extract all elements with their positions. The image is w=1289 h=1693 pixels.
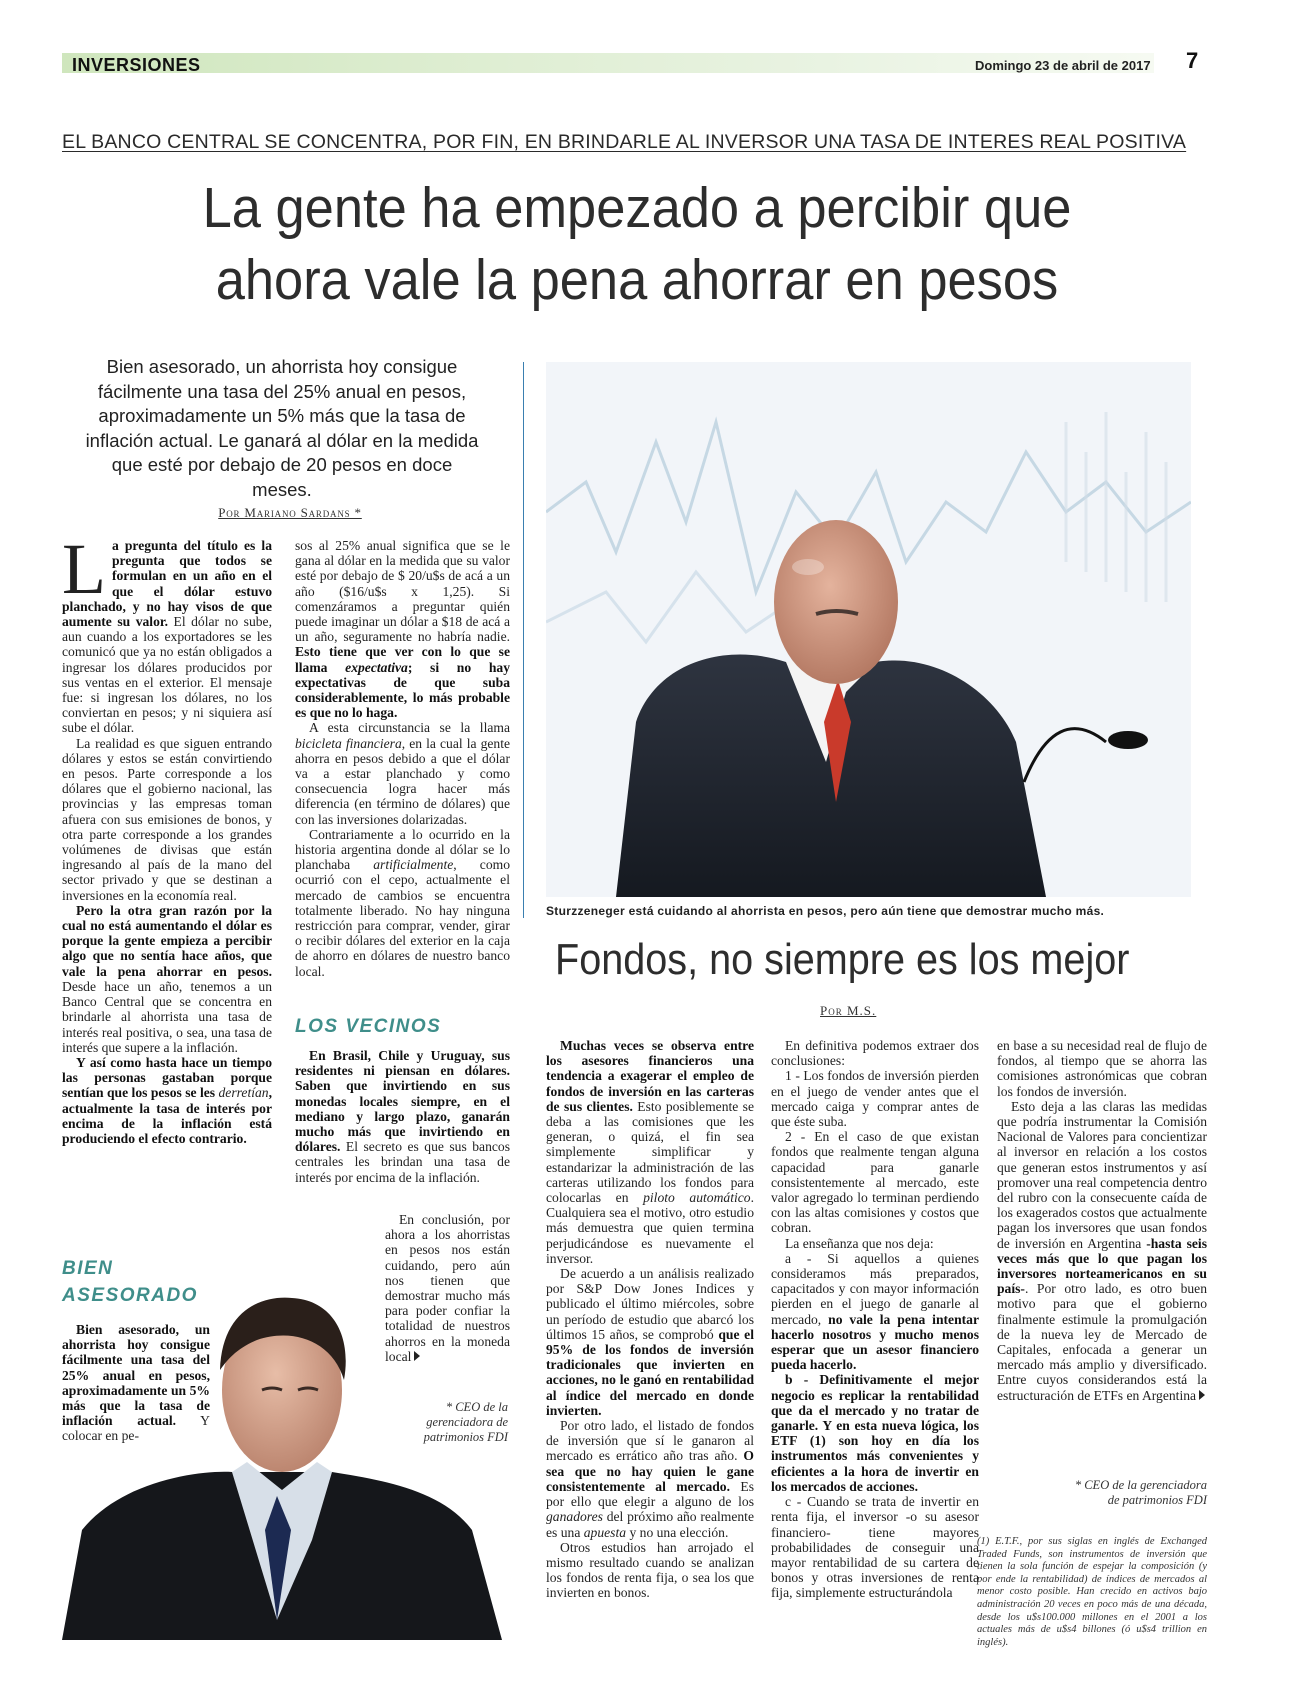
paragraph <box>62 903 272 1055</box>
issue-date: Domingo 23 de abril de 2017 <box>975 58 1151 73</box>
bold-text: En Brasil, Chile y Uruguay, sus residentes ni piensan en dólares. Saben que invirtiendo en sus monedas locales siempre, en el mediano y largo plazo, ganarán mucho más que invirtiendo en dólares. <box>295 1048 510 1155</box>
body-text: Desde hace un año, tenemos a un Banco Central que se concentra en brindarle al ahorrista una tasa de interés real positiva, o sea, una tasa de interés que supere a la inflación. <box>62 978 272 1055</box>
bold-text: que el 95% de los fondos de inversión tradicionales que invierten en acciones, no le ganó en rentabilidad al índice del mercado en donde invierten. <box>546 1326 754 1418</box>
bold-text: Pero la otra gran razón por la cual no está aumentando el dólar es porque la gente empieza a percibir algo que no sentía hace años, que vale la pena ahorrar en pesos. <box>62 902 272 979</box>
column-divider <box>523 362 524 918</box>
signoff-line: patrimonios FDI <box>423 1430 508 1444</box>
body-text: Contrariamente a lo ocurrido en la historia argentina donde al dólar se lo planchaba <box>295 826 510 873</box>
photo-sturzenegger <box>546 362 1191 897</box>
photo-author <box>62 1240 502 1640</box>
headline-line-2: ahora vale la pena ahorrar en pesos <box>215 248 1059 312</box>
paragraph <box>295 538 510 720</box>
bold-text: ; si no hay expectativas de que suba considerablemente, lo más probable es que no lo haga. <box>295 659 510 721</box>
subhead-line: ASESORADO <box>62 1285 198 1306</box>
speaker-photo-illustration <box>546 362 1191 897</box>
paragraph <box>771 1372 979 1494</box>
body-text: Esto deja a las claras las medidas que podría instrumentar la Comisión Nacional de Valores para concientizar al inversor en relación a los costos que generan estos instrumentos y así promover una real competencia dentro del rubro con la consecuente caída de los exagerados costos que actualmente pagan los inversores que usan fondos de inversión en Argentina <box>997 1098 1207 1251</box>
subhead-line: BIEN <box>62 1258 114 1279</box>
paragraph <box>546 1266 754 1418</box>
body-text: Y colocar en pe- <box>62 1413 210 1444</box>
paragraph: La realidad es que siguen entrando dólares y estos se están convirtiendo en pesos. Parte corresponde a los dólares que el gobierno nacional, las provincias y las empresas toman afuera con sus emisiones de bonos, y otra parte corresponde a los grandes volúmenes de divisas que están ingresando al país de la mano del sector privado y que se destinan a inversiones en la economía real. <box>62 735 272 903</box>
italic-text: piloto automático <box>643 1190 751 1206</box>
italic-text: derretían <box>218 1085 269 1101</box>
sidebar-author-signoff <box>1010 1478 1207 1508</box>
bold-text: no vale la pena intentar hacerlo nosotros y mucho menos esperar que un asesor financiero pueda hacerlo. <box>771 1311 979 1373</box>
article-headline <box>108 172 1166 316</box>
body-text: En conclusión, por ahora a los ahorristas en pesos nos están cuidando, pero aún nos tienen que demostrar mucho más para poder confiar la totalidad de nuestros ahorros en la moneda local <box>385 1212 510 1364</box>
paragraph <box>546 1418 754 1540</box>
bold-italic-text: expectativa <box>345 659 408 675</box>
footnote: (1) E.T.F., por sus siglas en inglés de Exchanged Traded Funds, son instrumentos de inversión que tienen la sola función de espejar la composición (y por ende la rentabilidad) de índices de mercados al menor costo posible. Han crecido en activos bajo administración 20 veces en poco más de una década, desde los u$s100.000 millones en el 2001 a los actuales más de u$s4 billones (ó u$s4 trillion en inglés). <box>977 1536 1207 1648</box>
bold-text: -hasta seis veces más que lo que pagan los inversores norteamericanos en su país- <box>997 1235 1207 1297</box>
paragraph: 2 - En el caso de que existan fondos que realmente tengan alguna capacidad para ganarle consistentemente al mercado, este valor agregado lo terminan perdiendo con las altas comisiones y costos que cobran. <box>771 1129 979 1236</box>
bold-text: Esto tiene que ver con lo que se llama <box>295 644 510 675</box>
paragraph: en base a su necesidad real de flujo de fondos, al tiempo que se ahorra las comisiones astronómicas que cobran los fondos de inversión. <box>997 1038 1207 1099</box>
body-text: . Por otro lado, es otro buen motivo para que el gobierno finalmente estimule la promulgación de la nueva ley de Mercado de Capitales, enfocada a generar un mercado más amplio y diversificado. Entre cuyos considerandos está la estructuración de ETFs en Argentina <box>997 1281 1207 1403</box>
body-text: a - Si aquellos a quienes consideramos más preparados, capacitados y con mayor información pierden en el juego de ganarle al mercado, <box>771 1250 979 1327</box>
sidebar-column-1 <box>546 1038 754 1601</box>
signoff-line: * CEO de la gerenciadora <box>1074 1478 1207 1492</box>
paragraph: 1 - Los fondos de inversión pierden en el juego de vender antes que el mercado caiga y comprar antes de que éste suba. <box>771 1068 979 1130</box>
bold-text: b - Definitivamente el mejor negocio es replicar la rentabilidad que da el mercado y no tratar de ganarle. Y en esta nueva lógica, los ETF (1) son hoy en día los instrumentos más convenientes y eficientes a la hora de invertir en los mercados de acciones. <box>771 1372 979 1494</box>
italic-text: artificialmente <box>373 857 454 873</box>
photo-caption: Sturzzeneger está cuidando al ahorrista en pesos, pero aún tiene que demostrar mucho más. <box>546 904 1105 918</box>
body-text: sos al 25% anual significa que se le gana al dólar en la medida que su valor esté por debajo de $ 20/u$s de acá a un año ($16/u$s x 1,25). Si comenzáramos a preguntar quién puede imaginar un dólar a $18 de acá a un año, seguramente no habría nadie. <box>295 538 510 645</box>
paragraph <box>295 1048 510 1185</box>
signoff-line: gerenciadora de <box>426 1415 508 1429</box>
italic-text: apuesta <box>583 1524 627 1540</box>
paragraph <box>546 1038 754 1266</box>
italic-text: bicicleta financiera <box>295 735 402 751</box>
paragraph: c - Cuando se trata de invertir en renta fija, el inversor -o su asesor financiero- tiene mayores probabilidades de conseguir una mayor rentabilidad de su cartera de bonos y otras inversiones de renta fija, simplemente estructurándola <box>771 1494 979 1601</box>
body-text: , como ocurrió con el cepo, actualmente el mercado de cambios se encuentra totalmente liberado. No hay ninguna restricción para comprar, vender, girar o recibir dólares del exterior en la caja de ahorro en dólares de nuestro banco local. <box>295 857 511 979</box>
body-text: Esto posiblemente se deba a las comisiones que les generan, o quizá, el fin sea simplemente simplificar y estandarizar la administración de las carteras utilizando los fondos para colocarlas en <box>546 1098 754 1206</box>
article-deck: Bien asesorado, un ahorrista hoy consigue fácilmente una tasa del 25% anual en pesos, aproximadamente un 5% más que la tasa de inflación actual. Le ganará al dólar en la medida que esté por debajo de 20 pesos en doce meses. <box>85 356 479 500</box>
bold-text: a pregunta del título es la pregunta que todos se formulan en un año en el que el dólar estuvo planchado, y no hay visos de que aumente su valor. <box>62 538 272 630</box>
sidebar-column-3 <box>997 1038 1207 1403</box>
drop-cap: L <box>62 529 106 609</box>
paragraph <box>997 1099 1207 1403</box>
italic-text: ganadores <box>546 1509 603 1525</box>
article-kicker: EL BANCO CENTRAL SE CONCENTRA, POR FIN, EN BRINDARLE AL INVERSOR UNA TASA DE INTERES REAL POSITIVA <box>62 131 1187 153</box>
sidebar-headline: Fondos, no siempre es los mejor <box>555 935 1130 984</box>
paragraph: En definitiva podemos extraer dos conclusiones: <box>771 1038 979 1069</box>
body-text: del próximo año realmente es una <box>546 1509 754 1540</box>
paragraph: La enseñanza que nos deja: <box>785 1235 934 1251</box>
subhead-los-vecinos: LOS VECINOS <box>295 1016 442 1037</box>
sidebar-column-2 <box>771 1038 979 1601</box>
article-column-1 <box>62 529 272 1146</box>
article-byline: Por Mariano Sardans * <box>218 505 362 520</box>
author-photo-illustration <box>62 1240 502 1640</box>
article-column-2b <box>295 1048 510 1185</box>
body-text: Por otro lado, el listado de fondos de inversión que sí le ganaron al mercado es errático año tras año. <box>546 1418 754 1464</box>
paragraph: Otros estudios han arrojado el mismo resultado cuando se analizan los fondos de renta fija, o sea los que invierten en bonos. <box>546 1539 754 1601</box>
bold-text: O sea que no hay quien le gane consistentemente al mercado. <box>546 1448 754 1494</box>
article-column-2 <box>295 538 510 979</box>
body-text: El secreto es que sus bancos centrales les brindan una tasa de interés por encima de la inflación. <box>295 1139 510 1185</box>
body-text: A esta circunstancia se la llama <box>309 720 510 736</box>
body-text: , en la cual la gente ahorra en pesos debido a que el dólar va a estar planchado y como consecuencia logra hacer más diferencia (en término de dólares) que con las inversiones dolarizadas. <box>295 735 511 827</box>
bold-text: Y así como hasta hace un tiempo las personas gastaban porque sentían que los pesos se les <box>62 1054 272 1101</box>
paragraph <box>771 1251 979 1373</box>
bold-text: Bien asesorado, un ahorrista hoy consigue fácilmente una tasa del 25% anual en pesos, aproximadamente un 5% más que la tasa de inflación actual. <box>62 1322 210 1429</box>
paragraph <box>295 827 510 979</box>
end-mark-icon <box>1199 1390 1205 1400</box>
bold-text: Muchas veces se observa entre los asesores financieros una tendencia a exagerar el empleo de fondos de inversión en las carteras de sus clientes. <box>546 1038 754 1114</box>
signoff-line: * CEO de la <box>445 1400 508 1414</box>
body-text: De acuerdo a un análisis realizado por S&P Dow Jones Indices y publicado el último miércoles, sobre un período de estudio que abarcó los últimos 15 años, se comprobó <box>546 1266 754 1342</box>
paragraph <box>295 720 510 826</box>
page-number: 7 <box>1186 48 1199 73</box>
body-text: Es por ello que elegir a alguno de los <box>546 1478 754 1510</box>
paragraph <box>62 1055 272 1146</box>
body-text: El dólar no sube, aun cuando a los exportadores se les comunicó que ya no están obligados a ingresar los dólares producidos por sus ventas en el exterior. El mensaje fue: si ingresan los dólares, no los conviertan en pesos; y ni siquiera así sube el dólar. <box>62 614 272 736</box>
body-text: y no una elección. <box>626 1524 729 1540</box>
headline-line-1: La gente ha empezado a percibir que <box>202 176 1072 240</box>
paragraph <box>62 529 272 736</box>
bold-text: , actualmente la tasa de interés por encima de la inflación está produciendo el efecto contrario. <box>62 1085 272 1146</box>
section-label: INVERSIONES <box>72 55 201 75</box>
body-text: . Cualquiera sea el motivo, otro estudio más demuestra que quien termina perjudicándose es nuevamente el inversor. <box>546 1190 754 1266</box>
signoff-line: de patrimonios FDI <box>1107 1493 1207 1507</box>
sidebar-byline: Por M.S. <box>820 1003 877 1018</box>
